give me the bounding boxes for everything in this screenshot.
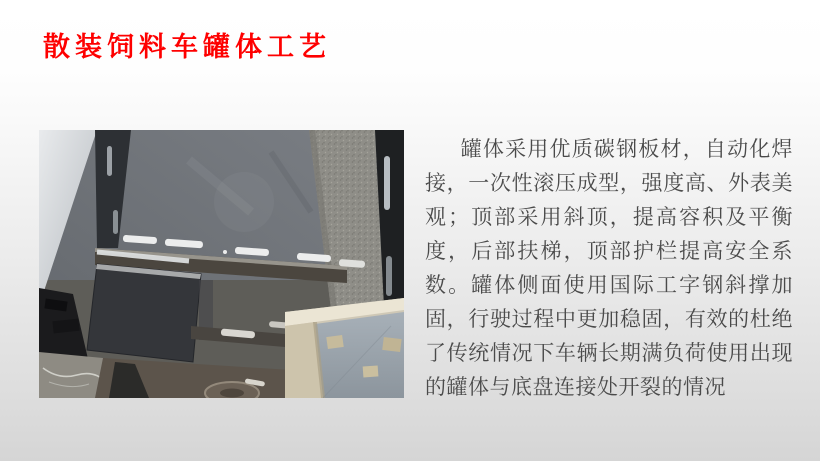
finished-panel-inset <box>285 298 404 398</box>
tank-welding-photo-art <box>39 130 404 398</box>
body-paragraph: 罐体采用优质碳钢板材，自动化焊接，一次性滚压成型，强度高、外表美观；顶部采用斜顶，提高容积及平衡度，后部扶梯，顶部护栏提高安全系数。罐体侧面使用国际工字钢斜撑加固，行驶过程中更加稳固，有效的杜绝了传统情况下车辆长期满负荷使用出现的罐体与底盘连接处开裂的情况 <box>425 138 793 399</box>
tank-welding-photo <box>39 130 404 398</box>
page-title: 散装饲料车罐体工艺 <box>43 32 331 62</box>
